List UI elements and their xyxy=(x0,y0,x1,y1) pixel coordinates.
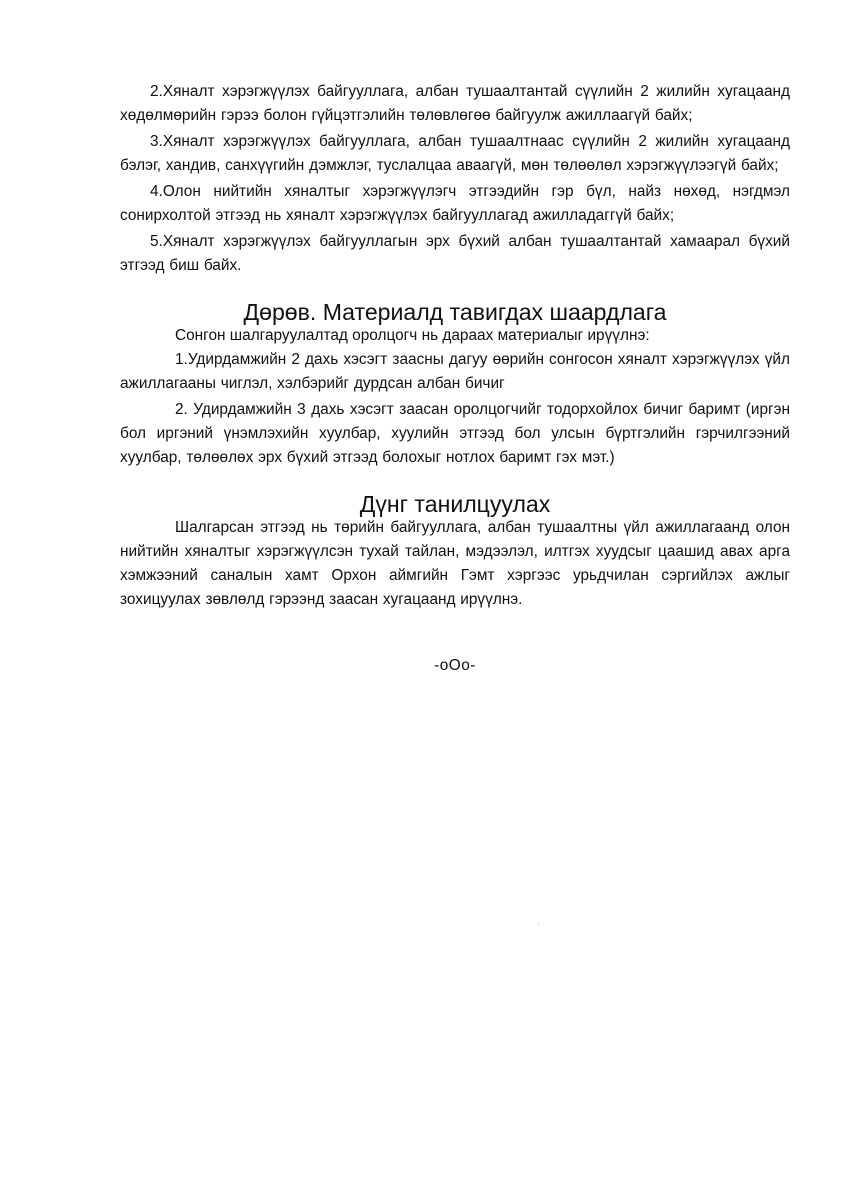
materials-intro: Сонгон шалгаруулалтад оролцогч нь дараах материалыг ирүүлнэ: xyxy=(175,327,650,344)
results-section xyxy=(120,492,790,612)
materials-section xyxy=(120,300,790,470)
scan-speck xyxy=(538,924,539,925)
requirement-item-5: 5.Хяналт хэрэгжүүлэх байгууллагын эрх бүхий албан тушаалтантай хамаарал бүхий этгээд биш байх. xyxy=(120,233,790,274)
results-body: Шалгарсан этгээд нь төрийн байгууллага, албан тушаалтны үйл ажиллагаанд олон нийтийн хяналтыг хэрэгжүүлсэн тухай тайлан, мэдээлэл, илтгэх хуудсыг цаашид авах арга хэмжээний саналын хамт Орхон аймгийн Гэмт хэргээс урьдчилан сэргийлэх ажлыг зохицуулах зөвлөлд гэрээнд заасан хугацаанд ирүүлнэ. xyxy=(120,519,790,608)
material-item-1: 1.Удирдамжийн 2 дахь хэсэгт заасны дагуу өөрийн сонгосон хяналт хэрэгжүүлэх үйл ажиллагааны чиглэл, хэлбэрийг дурдсан албан бичиг xyxy=(120,351,790,392)
requirements-list xyxy=(120,80,790,278)
requirement-item-2: 2.Хяналт хэрэгжүүлэх байгууллага, албан тушаалтантай сүүлийн 2 жилийн хугацаанд хөдөлмөрийн гэрээ болон гүйцэтгэлийн төлөвлөгөө байгуулж ажиллаагүй байх; xyxy=(120,83,790,124)
results-heading: Дүнг танилцуулах xyxy=(359,491,551,517)
requirement-item-3: 3.Хяналт хэрэгжүүлэх байгууллага, албан тушаалтнаас сүүлийн 2 жилийн хугацаанд бэлэг, хандив, санхүүгийн дэмжлэг, туслалцаа аваагүй, мөн төлөөлөл хэрэгжүүлээгүй байх; xyxy=(120,133,790,174)
closing-mark: -оОо- xyxy=(434,657,476,674)
material-item-2: 2. Удирдамжийн 3 дахь хэсэгт заасан оролцогчийг тодорхойлох бичиг баримт (иргэн бол иргэний үнэмлэхийн хуулбар, хуулийн этгээд бол улсын бүртгэлийн гэрчилгээний хуулбар, төлөөлөх эрх бүхий этгээд болохыг нотлох баримт гэх мэт.) xyxy=(120,401,790,466)
document-body xyxy=(120,80,790,678)
requirement-item-4: 4.Олон нийтийн хяналтыг хэрэгжүүлэгч этгээдийн гэр бүл, найз нөхөд, нэгдмэл сонирхолтой этгээд нь хяналт хэрэгжүүлэх байгууллагад ажилладаггүй байх; xyxy=(120,183,790,224)
materials-heading: Дөрөв. Материалд тавигдах шаардлага xyxy=(243,299,667,325)
